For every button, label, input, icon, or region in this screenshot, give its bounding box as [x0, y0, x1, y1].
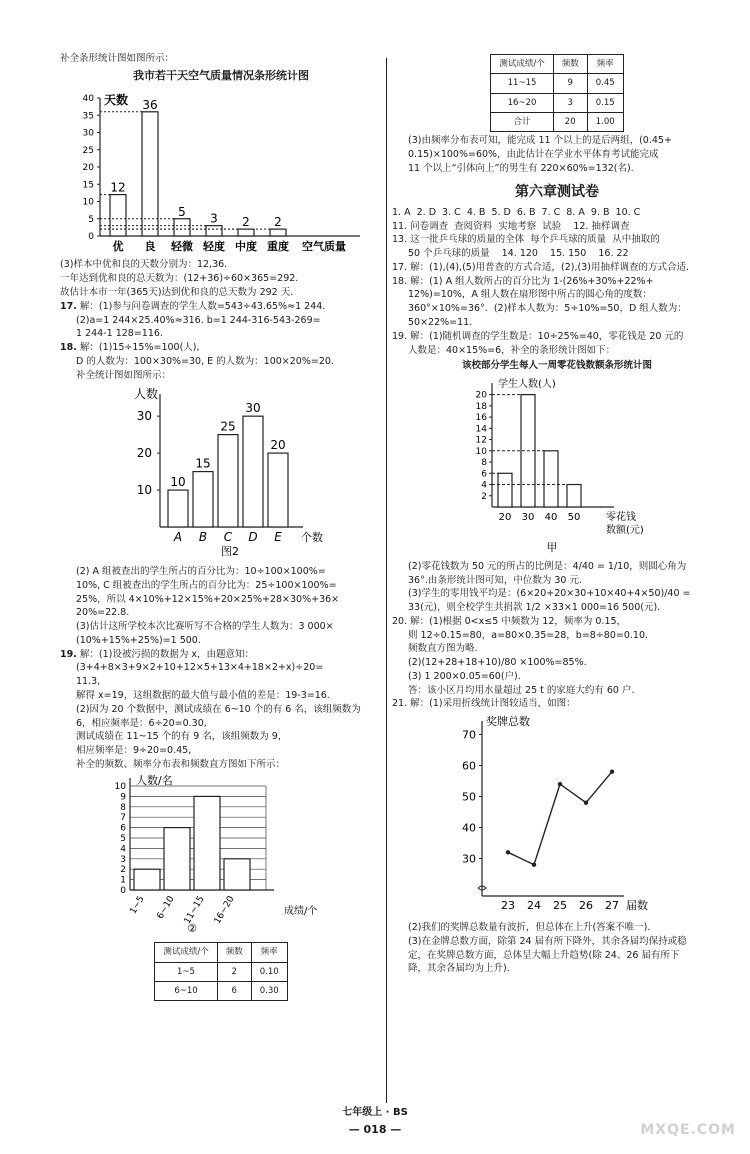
answer-line: 13. 这一批乒乓球的质量的全体 每个乒乓球的质量 从中抽取的: [392, 234, 660, 246]
table-cell: 3: [553, 93, 587, 112]
y-tick-label: 0: [88, 231, 94, 242]
answer-line: 11.3,: [76, 676, 101, 688]
data-point: [558, 782, 562, 786]
answer-line: 33(元)，则全校学生共捐款 1/2 ×33×1 000=16 500(元).: [408, 602, 661, 614]
data-label: 3: [210, 211, 218, 226]
y-tick-label: 2: [120, 864, 126, 875]
bar: [567, 485, 581, 507]
answer-line: 频数直方图为略.: [408, 643, 478, 655]
answer-line: 补全的频数、频率分布表和频数直方图如下所示：: [76, 758, 286, 770]
bar: [243, 417, 263, 528]
answer-line: 0.15)×100%=60%，由此估计在学业水平体育考试能完成: [408, 149, 659, 161]
frequency-table-part1: [154, 942, 287, 1001]
page-number: — 018 —: [348, 1123, 402, 1136]
table-cell: 6~10: [155, 982, 217, 1001]
answer-line: (3) 1 200×0.05=60(户).: [408, 670, 521, 682]
x-tick-label: 20: [498, 512, 512, 524]
answer-line: 11 个以上“引体向上”的男生有 220×60%=132(名).: [408, 162, 634, 174]
section-title: 第六章测试卷: [515, 183, 599, 200]
bar: [238, 229, 254, 236]
data-label: 36: [142, 97, 158, 112]
bar: [218, 435, 238, 527]
table-cell: 0.15: [587, 93, 623, 112]
table-cell: 16~20: [491, 93, 553, 112]
answer-line: 答：该小区月均用水量超过 25 t 的家庭大约有 60 户.: [408, 684, 635, 696]
bar: [193, 472, 213, 527]
intro-line: 补全条形统计图如图所示：: [60, 53, 175, 64]
data-label: 25: [220, 419, 236, 434]
x-tick-label: 27: [605, 899, 619, 913]
x-tick-label: 40: [544, 512, 558, 524]
y-tick-label: 25: [82, 145, 94, 156]
y-tick-label: 40: [462, 821, 476, 835]
answer-line: 人数是：40×15%=6，补全的条形统计图如下：: [408, 344, 616, 356]
answer-line: 50×22%=11.: [408, 316, 473, 328]
table-cell: 1.00: [587, 112, 623, 131]
y-tick-label: 1: [120, 875, 126, 886]
y-tick-label: 15: [82, 179, 94, 190]
column-divider: [386, 58, 387, 1103]
data-label: 2: [242, 214, 250, 229]
answer-line: (2)零花钱数为 50 元的所占的比例是：4/40 = 1/10，则圆心角为: [408, 560, 687, 572]
y-axis-label: 人数/名: [136, 773, 173, 787]
x-axis-label: 空气质量: [302, 239, 346, 253]
x-tick-label: A: [173, 530, 183, 545]
table-header: 频率: [251, 943, 287, 962]
answer-line: 解得 x=19，这组数据的最大值与最小值的差是：19-3=16.: [76, 690, 330, 702]
y-tick-label: 4: [481, 480, 487, 491]
table-row: [491, 74, 623, 93]
y-tick-label: 70: [462, 728, 476, 742]
pocket-money-bar-chart: [392, 375, 722, 555]
answer-line: 6，相应频率是：6÷20=0.30,: [76, 717, 207, 729]
y-tick-label: 14: [475, 424, 487, 435]
answer-line: (3)由频率分布表可知，能完成 11 个以上的是后两组，(0.45+: [408, 135, 672, 147]
bar: [164, 827, 190, 889]
table-cell: 0.30: [251, 982, 287, 1001]
table-header: 测试成绩/个: [491, 55, 553, 74]
bar: [168, 490, 188, 527]
answer-line: 1 244-1 128=116.: [76, 328, 163, 340]
y-tick-label: 30: [82, 128, 94, 139]
x-tick-label: 26: [579, 899, 593, 913]
y-tick-label: 6: [481, 469, 487, 480]
x-tick-label: 23: [501, 899, 515, 913]
data-label: 10: [170, 475, 186, 490]
y-axis-label: 人数: [133, 387, 158, 402]
y-axis-label: 天数: [104, 92, 129, 107]
y-tick-label: 0: [120, 885, 126, 896]
x-tick-label: 轻微: [171, 239, 193, 253]
x-tick-label: 良: [144, 239, 156, 253]
y-tick-label: 6: [120, 823, 126, 834]
answer-line: 20. 解：(1)根据 0<x≤5 中频数为 12，频率为 0.15，: [392, 615, 627, 627]
y-tick-label: 35: [82, 110, 94, 121]
answer-line: 360°×10%=36°. (2)样本人数为：5÷10%=50，D 组人数为：: [408, 303, 687, 315]
answer-line: 相应频率是：9÷20=0.45,: [76, 745, 192, 757]
answer-line: 11. 问卷调查 查阅资料 实地考察 试验 12. 抽样调查: [392, 220, 630, 232]
medal-line-chart: [392, 711, 722, 916]
data-label: 20: [270, 438, 286, 453]
answer-line: 21. 解：(1)采用折线统计图较适当，如图：: [392, 698, 576, 710]
table-row: [155, 962, 287, 981]
data-point: [532, 863, 536, 867]
bar: [268, 453, 288, 527]
table-cell: 合计: [491, 112, 553, 131]
x-tick-label: 24: [527, 899, 541, 913]
table-cell: 0.10: [251, 962, 287, 981]
answer-line: 测试成绩在 11~15 个的有 9 名，该组频数为 9，: [76, 731, 288, 743]
answer-line: (2)我们的奖牌总数量有波折，但总体在上升(答案不唯一).: [408, 921, 651, 933]
answer-line: 25%，所以 4×10%+12×15%+20×25%+28×30%+36×: [76, 593, 340, 605]
answer-line: 降，其余各届均为上升).: [408, 963, 510, 975]
bar: [194, 796, 220, 890]
question-number: 19.: [60, 648, 77, 660]
answer-line: 补全统计图如图所示：: [76, 369, 172, 381]
y-tick-label: 12: [475, 435, 487, 446]
table-row: [491, 93, 623, 112]
data-label: 2: [274, 214, 282, 229]
x-tick-label: C: [223, 530, 233, 545]
x-axis-label: 成绩/个: [284, 905, 318, 917]
x-axis-label: 零花钱: [606, 512, 636, 524]
watermark-logo: MXQE.COM: [640, 1121, 736, 1138]
y-tick-label: 5: [88, 214, 94, 225]
answer-line: D 的人数为：100×30%=30, E 的人数为：100×20%=20.: [76, 355, 334, 367]
answer-line: 17. 解：(1),(4),(5)用普查的方式合适，(2),(3)用抽样调查的方式合适.: [392, 261, 689, 273]
answer-line: (3)学生的零用钱平均是：(6×20+20×30+10×40+4×50)/40 =: [408, 588, 691, 600]
answer-line: 19. 解：(1)随机调查的学生数是：10÷25%=40，零花钱是 20 元的: [392, 330, 684, 342]
bar: [142, 112, 158, 236]
answer-line: (3)在金牌总数方面，除第 24 届有所下降外，其余各届均保持或稳: [408, 935, 687, 947]
y-tick-label: 20: [475, 390, 487, 401]
bar: [206, 225, 222, 235]
table-cell: 11~15: [491, 74, 553, 93]
bar: [110, 194, 126, 235]
x-tick-label: B: [198, 530, 208, 545]
table-cell: 20: [553, 112, 587, 131]
x-tick-label: E: [274, 530, 282, 545]
data-label: 30: [245, 401, 261, 416]
x-tick-label: 30: [521, 512, 535, 524]
answer-line: 20%=22.8.: [76, 607, 130, 619]
x-tick-label: 25: [553, 899, 567, 913]
answer-line: (2)因为 20 个数据中，测试成绩在 6~10 个的有 6 名，该组频数为: [76, 703, 361, 715]
table-header: 频率: [587, 55, 623, 74]
table-cell: 6: [217, 982, 251, 1001]
x-tick-label: 6~10: [155, 894, 177, 921]
table-cell: 1~5: [155, 962, 217, 981]
y-tick-label: 18: [475, 401, 487, 412]
x-tick-label: 轻度: [203, 239, 225, 253]
table-cell: 2: [217, 962, 251, 981]
bar: [134, 869, 160, 890]
bar: [270, 229, 286, 236]
answer-line: 10%, C 组被查出的学生所占的百分比为：25÷100×100%=: [76, 579, 337, 591]
data-point: [610, 770, 614, 774]
figure-caption: 甲: [546, 541, 558, 555]
bar: [544, 451, 558, 507]
y-tick-label: 10: [475, 446, 487, 457]
y-tick-label: 2: [481, 491, 487, 502]
answer-line: 一年达到优和良的总天数为：(12+36)÷60×365=292.: [60, 273, 299, 285]
answer-line: (3+4+8×3+9×2+10+12×5+13×4+18×2+x)÷20=: [76, 662, 324, 674]
table-row: [491, 112, 623, 131]
answer-line: 50 个乒乓球的质量 14. 120 15. 150 16. 22: [408, 248, 629, 260]
x-tick-label: 重度: [267, 239, 289, 253]
y-tick-label: 5: [120, 833, 126, 844]
y-axis-label: 学生人数(人): [498, 379, 556, 391]
y-tick-label: 10: [82, 197, 94, 208]
table-row: [155, 982, 287, 1001]
answer-line: 36°.由条形统计图可知，中位数为 30 元.: [408, 574, 583, 586]
answer-line: (2) A 组被查出的学生所占的百分比为：10÷100×100%=: [76, 566, 326, 578]
x-tick-label: 1~5: [128, 894, 147, 916]
y-tick-label: 3: [120, 854, 126, 865]
answer-line: 解：(1)参与问卷调查的学生人数=543÷43.65%≈1 244.: [79, 300, 326, 312]
figure-caption: 图2: [221, 545, 239, 559]
y-tick-label: 10: [136, 483, 152, 498]
chart1-title: 我市若干天空气质量情况条形统计图: [133, 68, 309, 82]
x-tick-label: D: [248, 530, 258, 545]
answer-line: (10%+15%+25%)=1 500.: [76, 634, 201, 646]
answer-line: 解：(1)设被污损的数据为 x，由题意知：: [79, 648, 254, 660]
data-point: [506, 850, 510, 854]
answer-line: 1. A 2. D 3. C 4. B 5. D 6. B 7. C 8. A 9. B 10. C: [392, 206, 641, 218]
x-tick-label: 中度: [235, 239, 257, 253]
y-tick-label: 50: [462, 790, 476, 804]
x-axis-label: 届数: [626, 899, 648, 913]
answer-line: 解：(1)15÷15%=100(人),: [79, 342, 200, 354]
data-label: 15: [195, 456, 211, 471]
y-tick-label: 8: [481, 458, 487, 469]
y-tick-label: 40: [82, 93, 94, 104]
answer-line: 12%)=10%，A 组人数在扇形图中所占的圆心角的度数：: [408, 289, 652, 301]
score-histogram: [60, 772, 382, 936]
bar: [224, 858, 250, 889]
frequency-table-part2: [490, 54, 623, 132]
y-axis-label: 奖牌总数: [486, 715, 530, 729]
y-tick-label: 20: [136, 446, 152, 461]
x-axis-label: 个数: [301, 531, 323, 545]
chart4-title: 该校部分学生每人一周零花钱数额条形统计图: [461, 360, 652, 372]
y-tick-label: 60: [462, 759, 476, 773]
table-cell: 9: [553, 74, 587, 93]
answer-line: 故估计本市一年(365天)达到优和良的总天数为 292 天.: [60, 287, 294, 298]
footer-grade: 七年级上 · BS: [342, 1107, 408, 1118]
y-tick-label: 9: [120, 792, 126, 803]
bar: [174, 218, 190, 235]
data-label: 5: [178, 204, 186, 219]
air-quality-bar-chart: [60, 86, 382, 254]
figure-caption: ②: [187, 921, 197, 935]
y-tick-label: 4: [120, 844, 126, 855]
y-tick-label: 30: [462, 852, 476, 866]
answer-line: 定，在奖牌总数方面，总体呈大幅上升趋势(除 24、26 届有所下: [408, 949, 680, 961]
answer-line: (3)样本中优和良的天数分别为：12,36.: [60, 259, 228, 271]
y-tick-label: 7: [120, 812, 126, 823]
answer-line: (2)(12+28+18+10)/80 ×100%=85%.: [408, 657, 587, 669]
table-cell: 0.45: [587, 74, 623, 93]
table-header: 测试成绩/个: [155, 943, 217, 962]
answer-line: 18. 解：(1) A 组人数所占的百分比为 1-(26%+30%+22%+: [392, 275, 654, 287]
y-tick-label: 8: [120, 802, 126, 813]
data-label: 12: [110, 180, 126, 195]
x-axis-label: 数额(元): [606, 525, 644, 537]
table-header: 频数: [217, 943, 251, 962]
abcde-bar-chart: [60, 382, 382, 560]
x-tick-label: 50: [567, 512, 581, 524]
bar: [498, 473, 512, 507]
question-number: 17.: [60, 300, 77, 312]
x-tick-label: 优: [112, 239, 124, 253]
question-number: 18.: [60, 342, 77, 354]
right-column: [392, 52, 722, 976]
x-tick-label: 11~15: [182, 894, 207, 926]
x-tick-label: 16~20: [212, 894, 237, 926]
y-tick-label: 30: [136, 409, 152, 424]
data-point: [584, 801, 588, 805]
table-header: 频数: [553, 55, 587, 74]
answer-line: (3)估计这所学校本次比赛听写不合格的学生人数为：3 000×: [76, 621, 334, 633]
answer-line: 则 12÷0.15=80，a=80×0.35=28，b=8÷80=0.10.: [408, 629, 649, 641]
y-tick-label: 20: [82, 162, 94, 173]
y-tick-label: 16: [475, 413, 487, 424]
y-tick-label: 10: [114, 781, 126, 792]
left-column: [60, 52, 382, 1003]
answer-line: (2)a=1 244×25.40%≈316. b=1 244-316-543-269=: [76, 314, 321, 326]
